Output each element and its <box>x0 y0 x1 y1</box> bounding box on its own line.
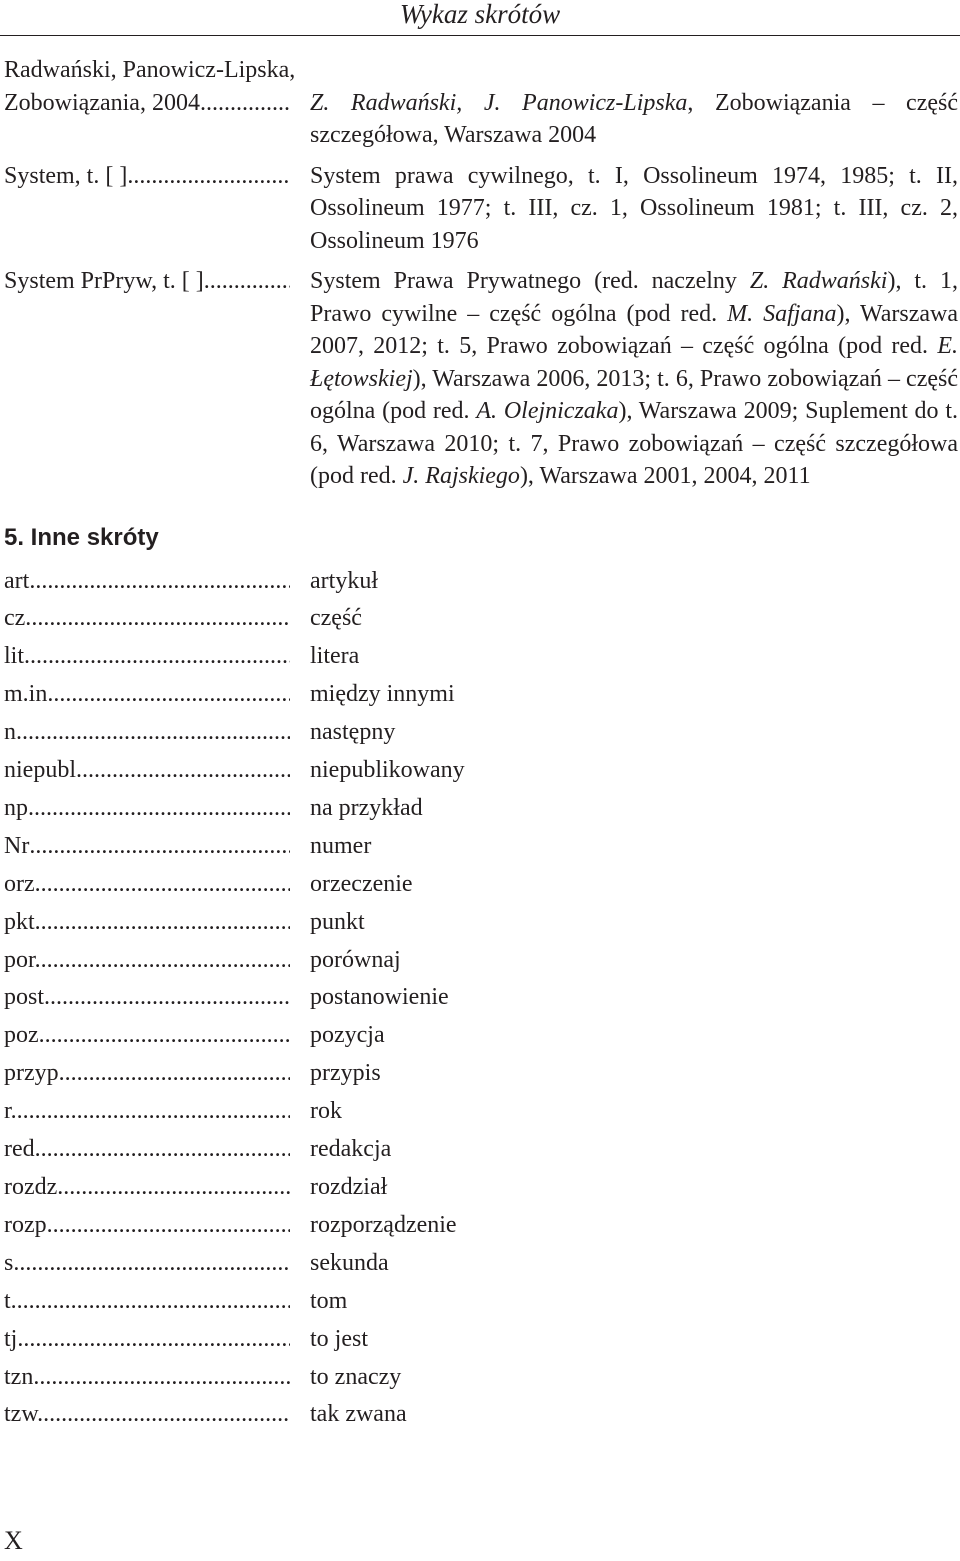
abbreviation-term-cell <box>4 1207 290 1245</box>
definition-text: ), Warszawa 2009; Suplement do t. 6, Warszawa 2010; t. 7, Prawo zobowiązań – część szczegółowa (pod red. <box>310 398 958 489</box>
abbreviation-term-cell <box>4 600 290 638</box>
abbreviation-term-cell <box>4 1321 290 1359</box>
abbreviation-term: post. <box>4 984 51 1011</box>
abbreviation-term: tj. <box>4 1325 24 1352</box>
list-item <box>4 1093 958 1131</box>
italic-author-name: E. Łętowskiej <box>310 333 958 392</box>
abbreviation-term: rozp. <box>4 1211 53 1238</box>
abbreviation-term-cell <box>4 979 290 1017</box>
list-item <box>4 979 958 1017</box>
list-item <box>4 866 958 904</box>
abbreviation-term: tzn. <box>4 1363 40 1390</box>
list-item <box>4 1131 958 1169</box>
dot-leader <box>127 160 290 258</box>
dot-leader <box>65 1055 290 1093</box>
abbreviation-term: przyp. <box>4 1060 65 1087</box>
dot-leader <box>35 563 290 601</box>
abbreviation-definition: niepublikowany <box>310 757 465 784</box>
dot-leader <box>39 1359 290 1397</box>
abbreviation-definition: litera <box>310 643 360 670</box>
list-item <box>4 1017 958 1055</box>
dot-leader <box>204 265 290 493</box>
list-item <box>4 1359 958 1397</box>
list-item <box>4 676 958 714</box>
abbreviation-term-cell <box>4 676 290 714</box>
abbreviation-definition: sekunda <box>310 1249 389 1276</box>
abbreviation-term: art. <box>4 567 36 594</box>
list-item <box>4 1207 958 1245</box>
abbreviation-definition: następny <box>310 719 396 746</box>
abbreviation-entry <box>4 265 958 493</box>
list-item <box>4 1283 958 1321</box>
abbreviation-term: np. <box>4 794 34 821</box>
header-rule <box>0 35 960 36</box>
abbreviation-term-cell <box>4 866 290 904</box>
abbreviation-definition <box>290 265 958 493</box>
list-item <box>4 1055 958 1093</box>
abbreviation-term: niepubl. <box>4 757 82 784</box>
abbreviation-term: n. <box>4 719 22 746</box>
dot-leader <box>82 752 290 790</box>
abbreviation-term-cell <box>4 790 290 828</box>
list-item <box>4 1245 958 1283</box>
abbreviation-term-cell <box>4 1245 290 1283</box>
italic-author-name: A. Olejniczaka <box>476 398 619 424</box>
abbreviation-entry <box>4 87 958 152</box>
abbreviation-definition: postanowienie <box>310 984 449 1011</box>
abbreviation-term-cell <box>4 1283 290 1321</box>
abbreviation-term: rozdz. <box>4 1174 64 1200</box>
definition-text: ), Warszawa 2007, 2012; t. 5, Prawo zobowiązań – część ogólna (pod red. <box>310 300 959 359</box>
abbreviation-term: System PrPryw, t. [ ] <box>4 268 204 294</box>
abbreviation-term-cell <box>4 1017 290 1055</box>
dot-leader <box>31 600 290 638</box>
abbreviation-definition: między innymi <box>310 681 455 708</box>
abbreviation-definition: punkt <box>310 908 365 935</box>
abbreviation-definition: porównaj <box>310 946 401 973</box>
abbreviation-term-cell <box>4 87 290 152</box>
definition-text: ), Warszawa 2001, 2004, 2011 <box>519 463 811 489</box>
abbreviation-definition: numer <box>310 832 372 859</box>
abbreviation-term: poz. <box>4 1022 45 1049</box>
abbreviation-definition: to znaczy <box>310 1363 402 1390</box>
abbreviation-term: r. <box>4 1098 17 1125</box>
abbreviation-term-cell <box>4 752 290 790</box>
section-heading: 5. Inne skróty <box>4 523 159 551</box>
abbreviation-term: red. <box>4 1136 41 1163</box>
definition-text: System prawa cywilnego, t. I, Ossolineum 1974, 1985; t. II, Ossolineum 1977; t. III, cz. 1, Ossolineum 1981; t. III, cz. 2, Ossolineum 1976 <box>310 162 958 254</box>
dot-leader <box>45 1017 290 1055</box>
dot-leader <box>35 904 290 942</box>
list-item <box>4 1396 958 1434</box>
abbreviation-term-cell <box>4 942 290 980</box>
abbreviation-definition <box>290 160 958 258</box>
abbreviation-definition: artykuł <box>310 567 378 594</box>
entry-prefix-line: Radwański, Panowicz-Lipska, <box>4 57 296 83</box>
abbreviation-term: orz. <box>4 870 41 897</box>
abbreviation-term: lit. <box>4 643 31 670</box>
abbreviation-definition: część <box>310 605 362 632</box>
abbreviation-definition: tom <box>310 1287 348 1314</box>
abbreviation-term: Nr <box>4 832 30 859</box>
definition-text: ), Warszawa 2006, 2013; t. 6, Prawo zobowiązań – część ogólna (pod red. <box>310 365 958 424</box>
dot-leader <box>53 676 290 714</box>
abbreviation-term-cell <box>4 1359 290 1397</box>
abbreviation-term-cell <box>4 904 290 942</box>
dot-leader <box>22 714 290 752</box>
abbreviation-term: m.in. <box>4 681 54 708</box>
abbreviation-term: cz. <box>4 605 32 632</box>
abbreviation-definition: redakcja <box>310 1136 392 1163</box>
abbreviation-definition <box>290 87 958 152</box>
list-item <box>4 904 958 942</box>
list-item <box>4 1169 958 1207</box>
abbreviation-term-cell <box>4 714 290 752</box>
abbreviation-term: tzw. <box>4 1401 44 1428</box>
list-item <box>4 563 958 601</box>
dot-leader <box>200 87 290 152</box>
abbreviation-term-cell <box>4 1093 290 1131</box>
abbreviation-term: pkt <box>4 908 35 935</box>
italic-author-name: Z. Radwański <box>749 268 888 294</box>
abbreviation-term: por. <box>4 946 41 973</box>
definition-text: System Prawa Prywatnego (red. naczelny <box>310 268 750 294</box>
abbreviation-definition: na przykład <box>310 794 423 821</box>
italic-author-name: J. Rajskiego <box>402 463 520 489</box>
dot-leader <box>63 1169 290 1207</box>
abbreviation-entry <box>4 160 958 258</box>
abbreviation-definition: pozycja <box>310 1022 385 1049</box>
dot-leader <box>17 1093 290 1131</box>
abbreviation-term: s <box>4 1249 14 1276</box>
abbreviation-definition: to jest <box>310 1325 368 1352</box>
list-item <box>4 752 958 790</box>
dot-leader <box>17 1283 290 1321</box>
abbreviation-term-cell <box>4 1396 290 1434</box>
dot-leader <box>50 979 290 1017</box>
abbreviation-definition: rok <box>310 1098 342 1125</box>
abbreviation-term-cell <box>4 1055 290 1093</box>
dot-leader <box>30 638 290 676</box>
page-number: X <box>4 1526 23 1555</box>
abbreviation-definition: rozporządzenie <box>310 1211 457 1238</box>
top-entries <box>4 54 958 493</box>
abbreviation-definition: tak zwana <box>310 1401 407 1428</box>
abbreviation-term-cell <box>4 638 290 676</box>
dot-leader <box>41 866 290 904</box>
abbreviation-term: Zobowiązania, 2004 <box>4 89 200 116</box>
list-item <box>4 638 958 676</box>
abbreviation-definition: orzeczenie <box>310 870 413 897</box>
abbreviation-term-cell <box>4 1169 290 1207</box>
page-body <box>4 54 958 1434</box>
abbreviation-definition: rozdział <box>310 1174 388 1200</box>
abbreviation-term: System, t. [ ] <box>4 162 128 189</box>
running-head: Wykaz skrótów <box>399 0 561 29</box>
list-item <box>4 828 958 866</box>
abbreviation-term-cell <box>4 563 290 601</box>
list-item <box>4 942 958 980</box>
dot-leader <box>13 1245 290 1283</box>
definition-text: , Zobowiązania – część szczegółowa, Warszawa 2004 <box>310 89 959 148</box>
italic-author-name: Z. Radwański, J. Panowicz-Lipska <box>310 89 688 116</box>
list-item <box>4 790 958 828</box>
dot-leader <box>43 1396 290 1434</box>
list-item <box>4 714 958 752</box>
list-item <box>4 600 958 638</box>
short-abbreviation-list <box>4 563 958 1435</box>
dot-leader <box>34 790 290 828</box>
dot-leader <box>53 1207 290 1245</box>
dot-leader <box>41 1131 290 1169</box>
abbreviation-term-cell <box>4 265 290 493</box>
abbreviation-term-cell <box>4 1131 290 1169</box>
abbreviation-term-cell <box>4 160 290 258</box>
abbreviation-term: t. <box>4 1287 17 1314</box>
list-item <box>4 1321 958 1359</box>
italic-author-name: M. Safjana <box>727 300 837 327</box>
dot-leader <box>29 828 290 866</box>
definition-text: ), t. 1, Prawo cywilne – część ogólna (pod red. <box>310 268 958 327</box>
abbreviation-term-cell <box>4 828 290 866</box>
dot-leader <box>41 942 290 980</box>
abbreviation-definition: przypis <box>310 1060 381 1087</box>
dot-leader <box>23 1321 290 1359</box>
